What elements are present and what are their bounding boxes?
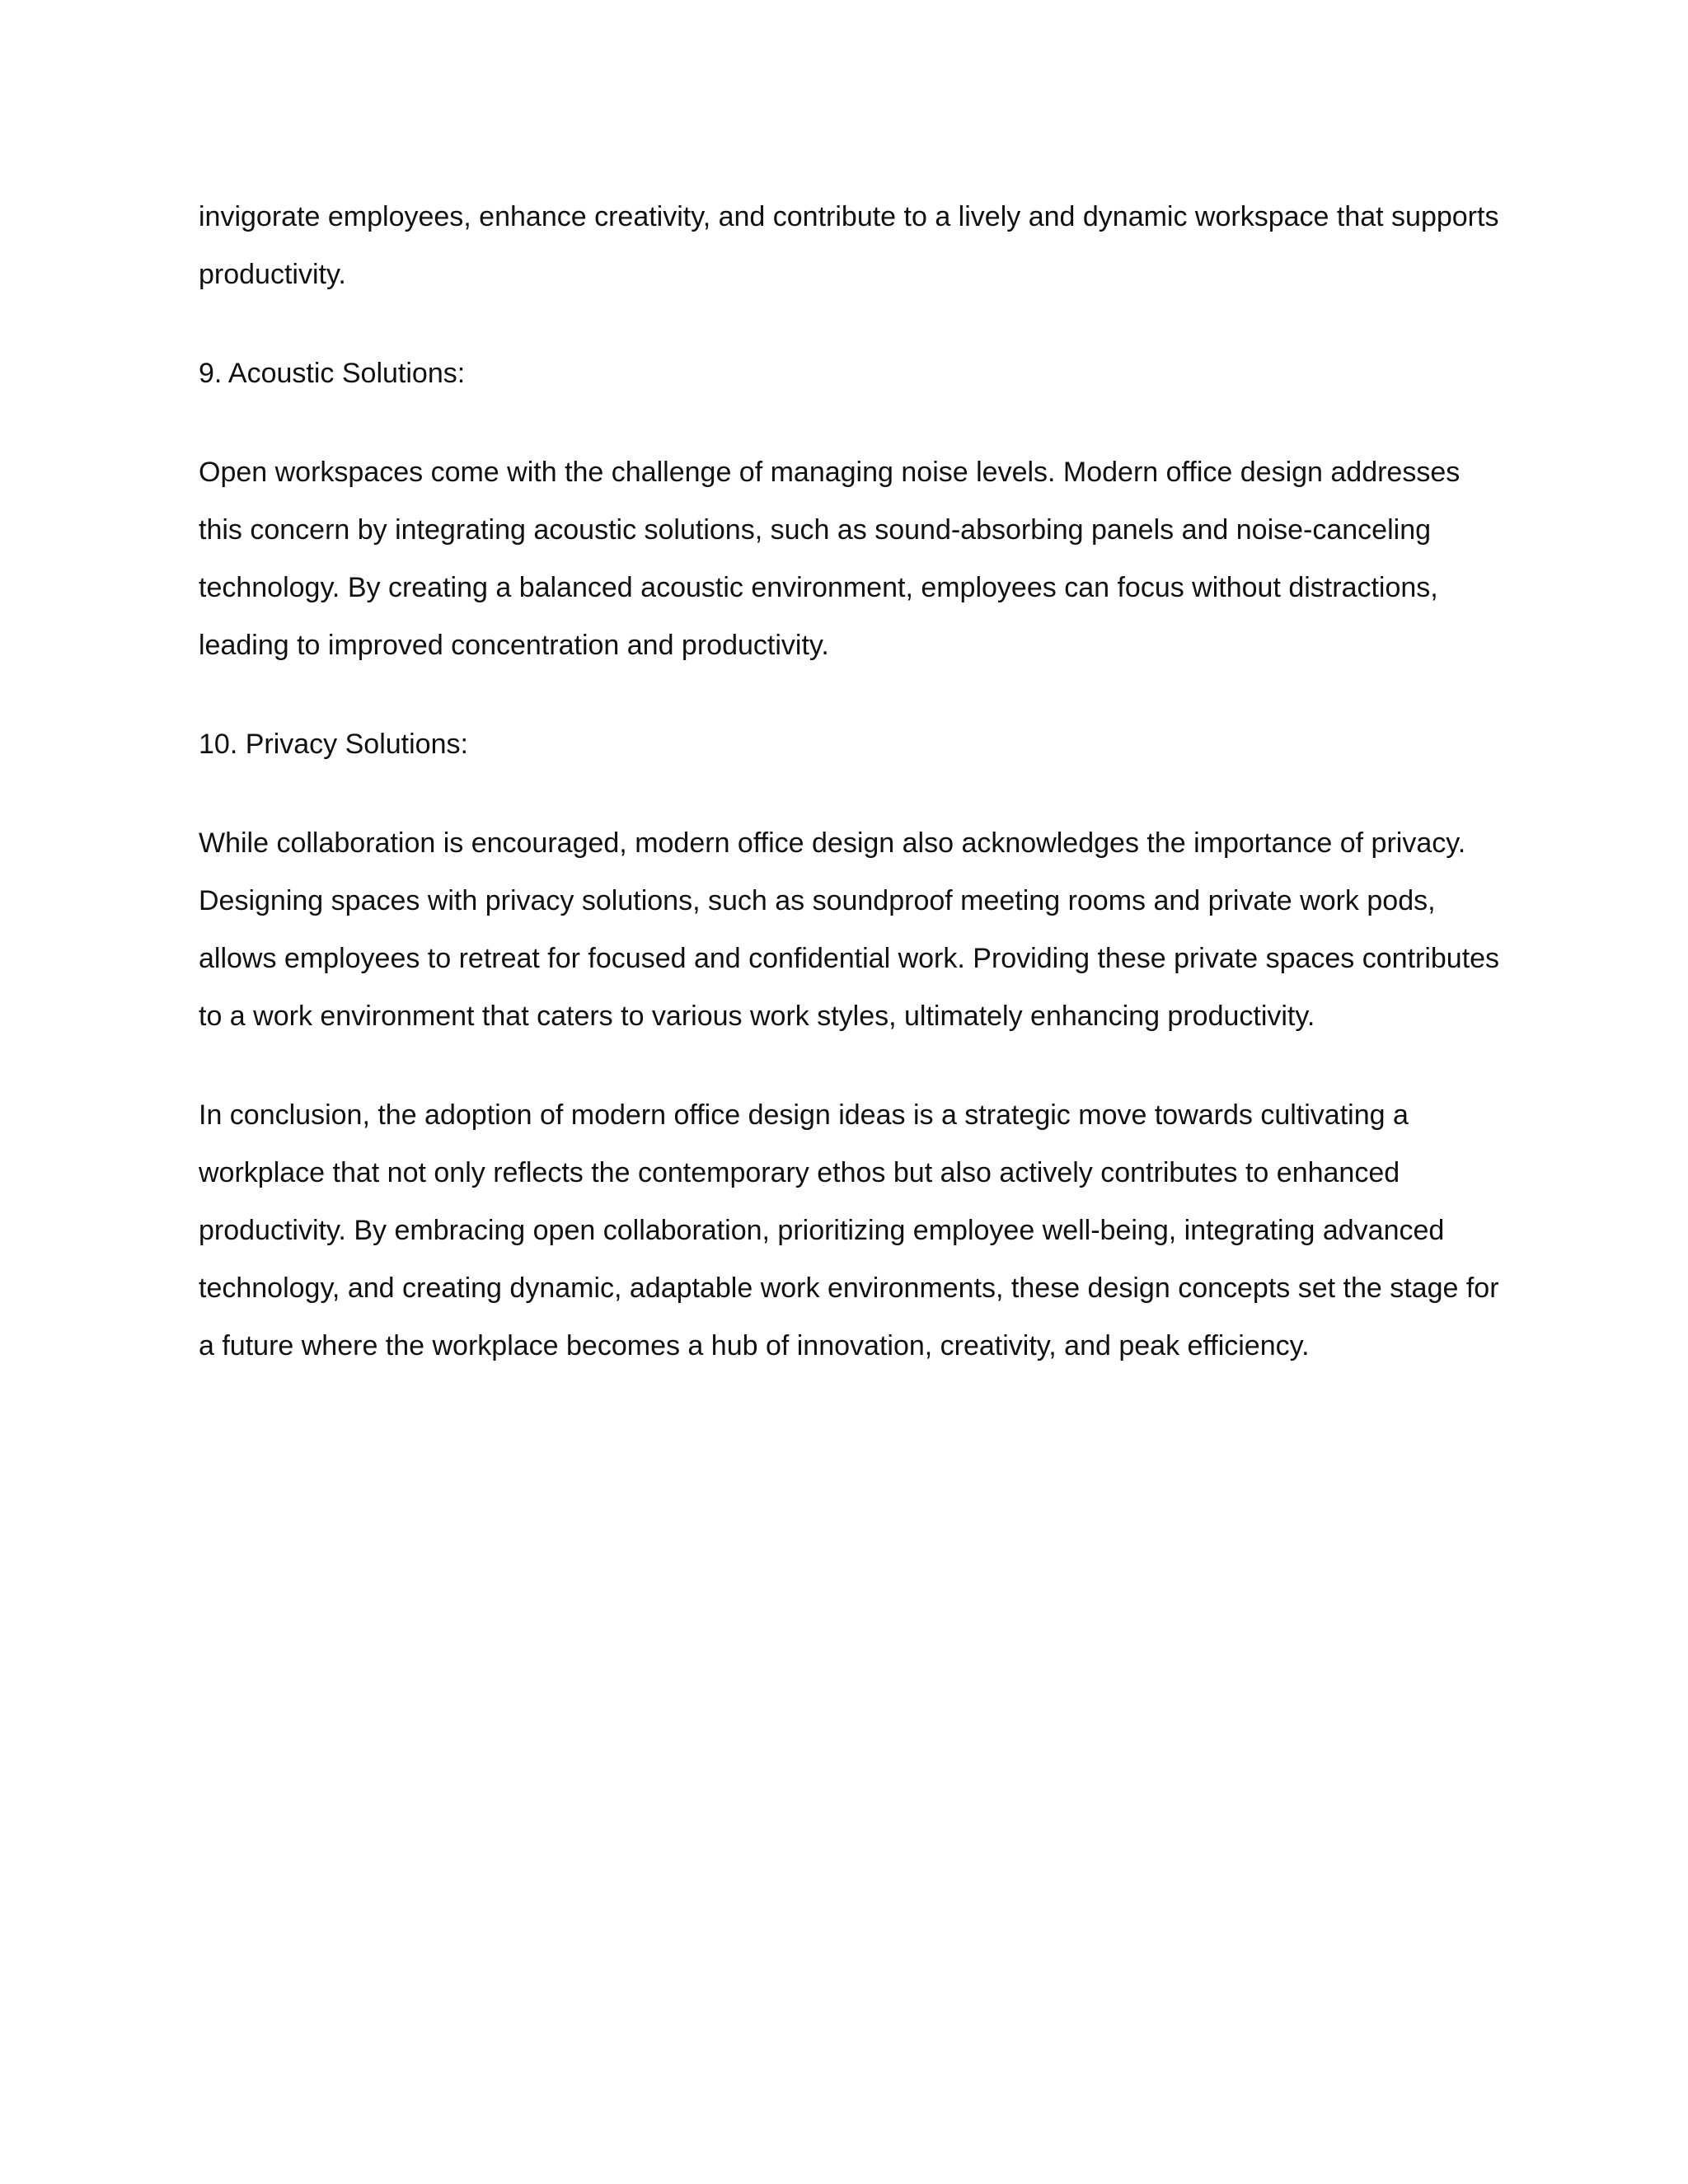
document-body: [199, 188, 1509, 1416]
conclusion-paragraph: In conclusion, the adoption of modern office design ideas is a strategic move towards cultivating a workplace that not only reflects the contemporary ethos but also actively contributes to enhanced productivity. By embracing open collaboration, prioritizing employee well-being, integrating advanced technology, and creating dynamic, adaptable work environments, these design concepts set the stage for a future where the workplace becomes a hub of innovation, creativity, and peak efficiency.: [199, 1099, 1499, 1361]
section-body-privacy-solutions: While collaboration is encouraged, modern office design also acknowledges the importance of privacy. Designing spaces with privacy solutions, such as soundproof meeting rooms and private work pods, allows employees to retreat for focused and confidential work. Providing these private spaces contributes to a work environment that caters to various work styles, ultimately enhancing productivity.: [199, 827, 1500, 1032]
section-heading-privacy-solutions: 10. Privacy Solutions:: [199, 729, 468, 760]
section-body-acoustic-solutions: Open workspaces come with the challenge of managing noise levels. Modern office design addresses this concern by integrating acoustic solutions, such as sound-absorbing panels and noise-canceling technology. By creating a balanced acoustic environment, employees can focus without distractions, leading to improved concentration and productivity.: [199, 457, 1461, 661]
continued-paragraph: invigorate employees, enhance creativity, and contribute to a lively and dynamic workspace that supports productivity.: [199, 201, 1499, 290]
section-heading-acoustic-solutions: 9. Acoustic Solutions:: [199, 358, 466, 389]
